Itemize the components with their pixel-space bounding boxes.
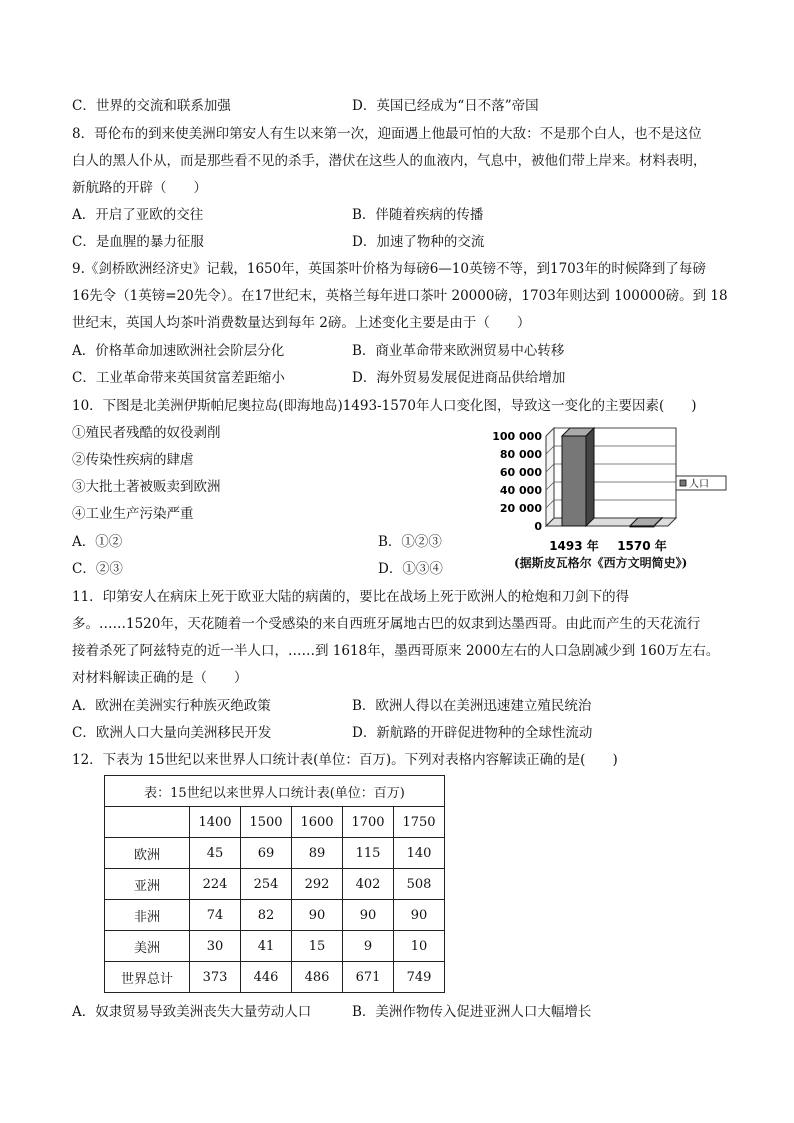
- q9-stem-line-1: 9.《剑桥欧洲经济史》记载，1650年，英国茶叶价格为每磅6—10英镑不等，到1703年的时候降到了每磅: [72, 261, 706, 277]
- table-cell: 15: [292, 931, 343, 962]
- q8-stem-line-3: 新航路的开辟（ ）: [72, 180, 207, 196]
- table-region-cell: 欧洲: [105, 838, 190, 869]
- table-header-year: 1400: [190, 807, 241, 838]
- chart-bar-side: [586, 428, 594, 526]
- chart-side-wall: [546, 428, 554, 526]
- table-region-cell: 世界总计: [105, 962, 190, 993]
- table-caption-row: [105, 776, 445, 807]
- q12-option-a: A．奴隶贸易导致美洲丧失大量劳动人口: [72, 1004, 312, 1020]
- table-cell: 45: [190, 838, 241, 869]
- chart-ytick-label: 80 000: [499, 448, 542, 461]
- q10-option-c: C．②③: [72, 561, 123, 577]
- q10-stem: 10．下图是北美洲伊斯帕尼奥拉岛(即海地岛)1493-1570年人口变化图，导致这一变化的主要因素( ): [72, 398, 697, 414]
- table-row: [105, 838, 445, 869]
- table-header-year: 1500: [241, 807, 292, 838]
- q10-item-3: ③大批土著被贩卖到欧洲: [72, 479, 221, 495]
- table-cell: 508: [394, 869, 445, 900]
- table-row: [105, 962, 445, 993]
- q10-item-4: ④工业生产污染严重: [72, 506, 194, 522]
- table-cell: 749: [394, 962, 445, 993]
- table-cell: 30: [190, 931, 241, 962]
- table-cell: 254: [241, 869, 292, 900]
- q9-stem-line-3: 世纪末，英国人均茶叶消费数量达到每年 2磅。上述变化主要是由于（ ）: [72, 315, 531, 331]
- q8-stem-line-2: 白人的黑人仆从，而是那些看不见的杀手，潜伏在这些人的血液内，气息中，被他们带上岸来。材料表明，: [72, 153, 707, 169]
- q11-stem-line-1: 11．印第安人在病床上死于欧亚大陆的病菌的，要比在战场上死于欧洲人的枪炮和刀剑下的得: [72, 589, 630, 605]
- table-cell: 41: [241, 931, 292, 962]
- q11-stem-line-2: 多。……1520年，天花随着一个受感染的来自西班牙属地古巴的奴隶到达墨西哥。由此而产生的天花流行: [72, 616, 701, 632]
- chart-legend-swatch: [680, 480, 686, 486]
- chart-ytick-label: 0: [534, 520, 542, 533]
- chart-ytick-label: 20 000: [499, 502, 542, 515]
- q7-option-c: C．世界的交流和联系加强: [72, 98, 231, 114]
- q11-stem-line-4: 对材料解读正确的是（ ）: [72, 670, 248, 686]
- population-table: [104, 775, 445, 993]
- q9-option-c: C．工业革命带来英国贫富差距缩小: [72, 370, 285, 386]
- table-row: [105, 931, 445, 962]
- q11-stem-line-3: 接着杀死了阿兹特克的近一半人口，……到 1618年，墨西哥原来 2000左右的人口急剧减少到 160万左右。: [72, 643, 720, 659]
- q10-option-a: A．①②: [72, 534, 123, 550]
- table-cell: 82: [241, 900, 292, 931]
- table-cell: 446: [241, 962, 292, 993]
- q8-option-c: C．是血腥的暴力征服: [72, 234, 204, 250]
- table-cell: 140: [394, 838, 445, 869]
- q8-stem-line-1: 8．哥伦布的到来使美洲印第安人有生以来第一次，迎面遇上他最可怕的大敌：不是那个白人，也不是这位: [72, 126, 702, 142]
- chart-ytick-label: 60 000: [499, 466, 542, 479]
- q10-item-2: ②传染性疾病的肆虐: [72, 452, 194, 468]
- table-header-year: 1600: [292, 807, 343, 838]
- q8-option-a: A．开启了亚欧的交往: [72, 207, 204, 223]
- table-caption: 表：15世纪以来世界人口统计表(单位：百万): [105, 776, 445, 807]
- q9-option-a: A．价格革命加速欧洲社会阶层分化: [72, 343, 285, 359]
- q11-option-b: B．欧洲人得以在美洲迅速建立殖民统治: [352, 698, 592, 714]
- q10-option-d: D．①③④: [378, 561, 443, 577]
- q10-option-b: B．①②③: [378, 534, 442, 550]
- table-cell: 115: [343, 838, 394, 869]
- table-region-cell: 美洲: [105, 931, 190, 962]
- q8-option-b: B．伴随着疾病的传播: [352, 207, 484, 223]
- table-header-row: [105, 807, 445, 838]
- table-region-cell: 非洲: [105, 900, 190, 931]
- q12-stem: 12．下表为 15世纪以来世界人口统计表(单位：百万)。下列对表格内容解读正确的是( ): [72, 752, 618, 768]
- table-cell: 74: [190, 900, 241, 931]
- q11-option-d: D．新航路的开辟促进物种的全球性流动: [352, 725, 593, 741]
- table-cell: 10: [394, 931, 445, 962]
- q8-option-d: D．加速了物种的交流: [352, 234, 485, 250]
- table-cell: 9: [343, 931, 394, 962]
- table-region-cell: 亚洲: [105, 869, 190, 900]
- chart-xtick-label: 1493 年: [549, 539, 599, 553]
- table-header-year: 1700: [343, 807, 394, 838]
- q12-option-b: B．美洲作物传入促进亚洲人口大幅增长: [352, 1004, 592, 1020]
- table-cell: 671: [343, 962, 394, 993]
- q7-option-d: D．英国已经成为“日不落”帝国: [352, 98, 539, 114]
- q9-stem-line-2: 16先令（1英镑=20先令）。在17世纪末，英格兰每年进口茶叶 20000磅，1703年则达到 100000磅。到 18: [72, 288, 728, 304]
- table-row: [105, 869, 445, 900]
- q11-option-a: A．欧洲在美洲实行种族灭绝政策: [72, 698, 271, 714]
- table-cell: 90: [292, 900, 343, 931]
- chart-source: (据斯皮瓦格尔《西方文明简史》): [514, 556, 688, 570]
- table-cell: 90: [343, 900, 394, 931]
- table-header-year: 1750: [394, 807, 445, 838]
- table-cell: 292: [292, 869, 343, 900]
- table-cell: 402: [343, 869, 394, 900]
- chart-xtick-label: 1570 年: [617, 539, 667, 553]
- table-cell: 90: [394, 900, 445, 931]
- q9-option-d: D．海外贸易发展促进商品供给增加: [352, 370, 566, 386]
- table-row: [105, 900, 445, 931]
- chart-legend-label: 人口: [689, 479, 709, 490]
- chart-ytick-label: 40 000: [499, 484, 542, 497]
- chart-bar: [562, 436, 586, 526]
- q9-option-b: B．商业革命带来欧洲贸易中心转移: [352, 343, 565, 359]
- table-cell: 89: [292, 838, 343, 869]
- table-cell: 224: [190, 869, 241, 900]
- chart-ytick-label: 100 000: [492, 430, 542, 443]
- table-header-empty: [105, 807, 190, 838]
- q10-item-1: ①殖民者残酷的奴役剥削: [72, 425, 221, 441]
- table-cell: 69: [241, 838, 292, 869]
- table-cell: 373: [190, 962, 241, 993]
- q11-option-c: C．欧洲人口大量向美洲移民开发: [72, 725, 272, 741]
- table-cell: 486: [292, 962, 343, 993]
